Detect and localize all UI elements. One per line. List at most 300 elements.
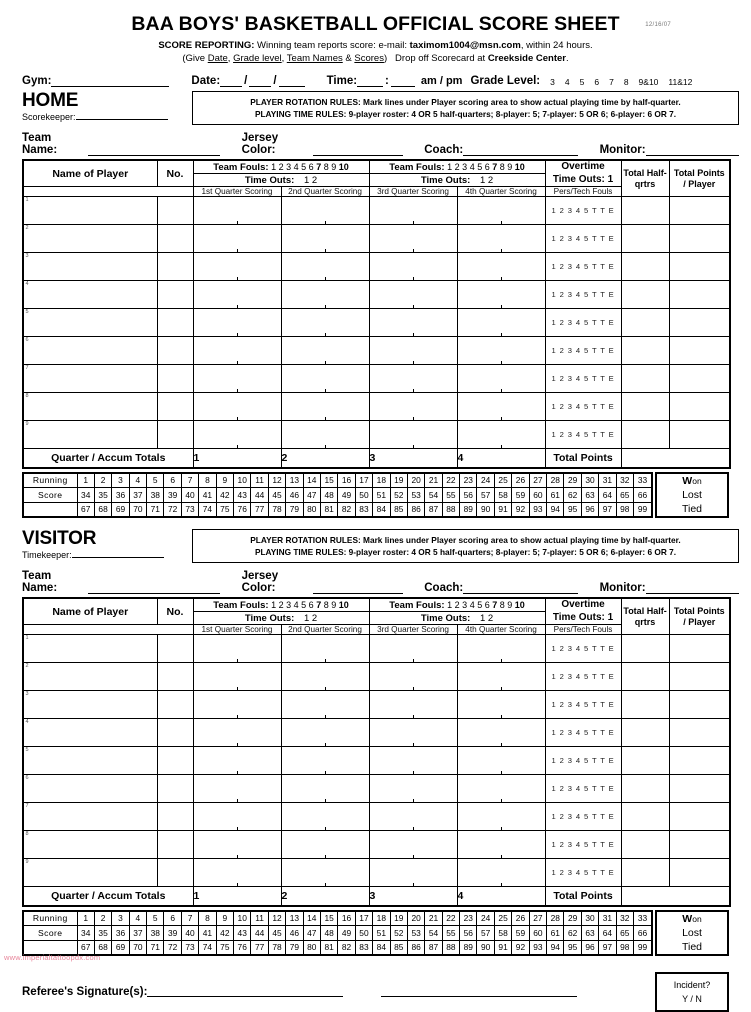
run-cell[interactable]: 79 (286, 940, 303, 955)
visitor-total-points-8[interactable] (669, 831, 730, 859)
visitor-total-points-4[interactable] (669, 719, 730, 747)
home-player-name-6[interactable] (23, 337, 157, 365)
grade-option-11-12[interactable]: 11&12 (668, 77, 693, 88)
home-q2-total[interactable]: 2 (281, 449, 369, 468)
run-cell[interactable]: 62 (564, 925, 581, 940)
run-cell[interactable]: 87 (425, 940, 442, 955)
run-cell[interactable]: 74 (199, 502, 216, 517)
home-q1-score-2[interactable] (193, 225, 281, 253)
home-grand-total-input[interactable] (621, 449, 730, 468)
run-cell[interactable]: 34 (77, 925, 94, 940)
visitor-player-name-1[interactable] (23, 635, 157, 663)
team-fouls-numbers-3[interactable]: 1 2 3 4 5 6 7 8 9 10 (271, 599, 349, 610)
home-timeouts-1st-half[interactable] (193, 174, 369, 187)
run-cell[interactable]: 94 (547, 502, 564, 517)
run-cell[interactable]: 55 (442, 925, 459, 940)
home-q2-score-9[interactable] (281, 421, 369, 449)
run-cell[interactable]: 28 (547, 473, 564, 488)
visitor-pers-tech-fouls-6[interactable]: 1 2 3 4 5 T T E (545, 775, 621, 803)
run-cell[interactable]: 99 (634, 940, 653, 955)
visitor-q4-total[interactable]: 4 (457, 887, 545, 906)
run-cell[interactable]: 84 (373, 940, 390, 955)
run-cell[interactable]: 40 (181, 487, 198, 502)
run-cell[interactable]: 48 (320, 925, 337, 940)
run-cell[interactable]: 91 (494, 502, 511, 517)
visitor-player-no-7[interactable] (157, 803, 193, 831)
visitor-player-no-9[interactable] (157, 859, 193, 887)
run-cell[interactable]: 99 (634, 502, 653, 517)
visitor-pers-tech-fouls-1[interactable]: 1 2 3 4 5 T T E (545, 635, 621, 663)
home-q4-total[interactable]: 4 (457, 449, 545, 468)
visitor-player-no-4[interactable] (157, 719, 193, 747)
run-cell[interactable]: 16 (338, 911, 355, 926)
visitor-player-name-3[interactable] (23, 691, 157, 719)
run-cell[interactable]: 14 (303, 473, 320, 488)
visitor-player-name-7[interactable] (23, 803, 157, 831)
run-cell[interactable]: 70 (129, 940, 146, 955)
visitor-q1-score-6[interactable] (193, 775, 281, 803)
run-cell[interactable]: 80 (303, 940, 320, 955)
run-cell[interactable]: 59 (512, 925, 529, 940)
run-cell[interactable]: 2 (94, 911, 111, 926)
visitor-q2-score-8[interactable] (281, 831, 369, 859)
run-cell[interactable]: 17 (355, 473, 372, 488)
home-q1-score-6[interactable] (193, 337, 281, 365)
run-cell[interactable]: 84 (373, 502, 390, 517)
visitor-q2-score-3[interactable] (281, 691, 369, 719)
visitor-total-halfqtrs-4[interactable] (621, 719, 669, 747)
visitor-q4-score-4[interactable] (457, 719, 545, 747)
visitor-q1-score-3[interactable] (193, 691, 281, 719)
run-cell[interactable]: 49 (338, 487, 355, 502)
run-cell[interactable]: 71 (147, 940, 164, 955)
run-cell[interactable]: 73 (181, 940, 198, 955)
run-cell[interactable]: 95 (564, 940, 581, 955)
run-cell[interactable]: 75 (216, 940, 233, 955)
visitor-player-no-2[interactable] (157, 663, 193, 691)
run-cell[interactable]: 56 (460, 487, 477, 502)
home-player-name-8[interactable] (23, 393, 157, 421)
run-cell[interactable]: 57 (477, 487, 494, 502)
run-cell[interactable]: 15 (320, 911, 337, 926)
run-cell[interactable]: 19 (390, 911, 407, 926)
visitor-total-halfqtrs-7[interactable] (621, 803, 669, 831)
run-cell[interactable]: 35 (94, 487, 111, 502)
run-cell[interactable]: 68 (94, 940, 111, 955)
visitor-q4-score-8[interactable] (457, 831, 545, 859)
run-cell[interactable]: 44 (251, 925, 268, 940)
home-total-points-7[interactable] (669, 365, 730, 393)
run-cell[interactable]: 30 (581, 911, 598, 926)
home-tied-option[interactable]: Tied (681, 502, 703, 515)
home-player-name-2[interactable] (23, 225, 157, 253)
run-cell[interactable]: 5 (147, 473, 164, 488)
home-q4-score-6[interactable] (457, 337, 545, 365)
run-cell[interactable]: 55 (442, 487, 459, 502)
visitor-q2-score-9[interactable] (281, 859, 369, 887)
home-team-name-input[interactable] (88, 155, 220, 156)
visitor-pers-tech-fouls-7[interactable]: 1 2 3 4 5 T T E (545, 803, 621, 831)
run-cell[interactable]: 52 (390, 487, 407, 502)
visitor-total-halfqtrs-2[interactable] (621, 663, 669, 691)
run-cell[interactable]: 90 (477, 502, 494, 517)
home-player-no-5[interactable] (157, 309, 193, 337)
run-cell[interactable]: 77 (251, 502, 268, 517)
run-cell[interactable]: 80 (303, 502, 320, 517)
run-cell[interactable]: 53 (407, 487, 424, 502)
home-total-points-3[interactable] (669, 253, 730, 281)
home-total-halfqtrs-1[interactable] (621, 197, 669, 225)
run-cell[interactable]: 16 (338, 473, 355, 488)
run-cell[interactable]: 21 (425, 911, 442, 926)
run-cell[interactable]: 47 (303, 487, 320, 502)
home-q1-score-4[interactable] (193, 281, 281, 309)
visitor-q3-score-1[interactable] (369, 635, 457, 663)
run-cell[interactable]: 26 (512, 473, 529, 488)
home-jersey-color-input[interactable] (313, 155, 403, 156)
visitor-q4-score-9[interactable] (457, 859, 545, 887)
run-cell[interactable]: 72 (164, 940, 181, 955)
referee-signature-input-2[interactable] (381, 996, 577, 997)
run-cell[interactable]: 96 (581, 940, 598, 955)
run-cell[interactable]: 20 (407, 911, 424, 926)
home-total-halfqtrs-3[interactable] (621, 253, 669, 281)
run-cell[interactable]: 97 (599, 940, 616, 955)
run-cell[interactable]: 64 (599, 487, 616, 502)
run-cell[interactable]: 75 (216, 502, 233, 517)
home-q3-score-9[interactable] (369, 421, 457, 449)
run-cell[interactable]: 50 (355, 487, 372, 502)
grade-option-9-10[interactable]: 9&10 (638, 77, 659, 88)
run-cell[interactable]: 41 (199, 925, 216, 940)
visitor-player-name-2[interactable] (23, 663, 157, 691)
visitor-q4-score-6[interactable] (457, 775, 545, 803)
run-cell[interactable]: 25 (494, 473, 511, 488)
run-cell[interactable]: 85 (390, 940, 407, 955)
run-cell[interactable]: 88 (442, 940, 459, 955)
run-cell[interactable]: 67 (77, 940, 94, 955)
visitor-pers-tech-fouls-5[interactable]: 1 2 3 4 5 T T E (545, 747, 621, 775)
home-q3-total[interactable]: 3 (369, 449, 457, 468)
run-cell[interactable]: 19 (390, 473, 407, 488)
visitor-jersey-color-input[interactable] (313, 593, 403, 594)
home-q2-score-8[interactable] (281, 393, 369, 421)
home-pers-tech-fouls-6[interactable]: 1 2 3 4 5 T T E (545, 337, 621, 365)
home-q2-score-1[interactable] (281, 197, 369, 225)
run-cell[interactable]: 10 (234, 911, 251, 926)
home-q2-score-2[interactable] (281, 225, 369, 253)
incident-yes-no[interactable]: Y / N (682, 993, 702, 1004)
run-cell[interactable]: 36 (112, 925, 129, 940)
visitor-player-no-3[interactable] (157, 691, 193, 719)
visitor-q4-score-5[interactable] (457, 747, 545, 775)
run-cell[interactable]: 63 (581, 487, 598, 502)
time-outs-numbers-3[interactable]: 1 2 (303, 612, 318, 624)
home-player-name-5[interactable] (23, 309, 157, 337)
run-cell[interactable]: 58 (494, 487, 511, 502)
run-cell[interactable]: 76 (234, 940, 251, 955)
visitor-team-name-input[interactable] (88, 593, 220, 594)
home-q3-score-2[interactable] (369, 225, 457, 253)
run-cell[interactable]: 68 (94, 502, 111, 517)
home-player-no-2[interactable] (157, 225, 193, 253)
home-q2-score-6[interactable] (281, 337, 369, 365)
run-cell[interactable]: 27 (529, 473, 546, 488)
run-cell[interactable]: 21 (425, 473, 442, 488)
home-total-points-1[interactable] (669, 197, 730, 225)
home-player-no-4[interactable] (157, 281, 193, 309)
home-total-halfqtrs-7[interactable] (621, 365, 669, 393)
date-day-input[interactable] (249, 86, 271, 87)
timekeeper-input[interactable] (72, 557, 164, 558)
run-cell[interactable]: 60 (529, 925, 546, 940)
run-cell[interactable]: 74 (199, 940, 216, 955)
visitor-q2-score-5[interactable] (281, 747, 369, 775)
team-fouls-numbers-4[interactable]: 1 2 3 4 5 6 7 8 9 10 (447, 599, 525, 610)
run-cell[interactable]: 41 (199, 487, 216, 502)
run-cell[interactable]: 8 (199, 473, 216, 488)
run-cell[interactable]: 27 (529, 911, 546, 926)
home-q3-score-7[interactable] (369, 365, 457, 393)
visitor-player-name-8[interactable] (23, 831, 157, 859)
run-cell[interactable]: 23 (460, 473, 477, 488)
time-minute-input[interactable] (391, 86, 415, 87)
run-cell[interactable]: 93 (529, 502, 546, 517)
visitor-total-points-6[interactable] (669, 775, 730, 803)
run-cell[interactable]: 71 (147, 502, 164, 517)
home-coach-input[interactable] (463, 155, 578, 156)
visitor-q3-score-2[interactable] (369, 663, 457, 691)
visitor-q4-score-3[interactable] (457, 691, 545, 719)
run-cell[interactable]: 23 (460, 911, 477, 926)
home-pers-tech-fouls-1[interactable]: 1 2 3 4 5 T T E (545, 197, 621, 225)
run-cell[interactable]: 35 (94, 925, 111, 940)
home-player-name-1[interactable] (23, 197, 157, 225)
run-cell[interactable]: 40 (181, 925, 198, 940)
run-cell[interactable]: 56 (460, 925, 477, 940)
run-cell[interactable]: 50 (355, 925, 372, 940)
home-total-halfqtrs-6[interactable] (621, 337, 669, 365)
run-cell[interactable]: 37 (129, 925, 146, 940)
time-hour-input[interactable] (357, 86, 383, 87)
home-q4-score-8[interactable] (457, 393, 545, 421)
visitor-timeouts-2nd-half[interactable] (369, 612, 545, 625)
home-total-points-9[interactable] (669, 421, 730, 449)
run-cell[interactable]: 38 (147, 487, 164, 502)
run-cell[interactable]: 1 (77, 473, 94, 488)
run-cell[interactable]: 33 (634, 911, 653, 926)
run-cell[interactable]: 91 (494, 940, 511, 955)
run-cell[interactable]: 65 (616, 925, 633, 940)
home-player-no-6[interactable] (157, 337, 193, 365)
run-cell[interactable]: 87 (425, 502, 442, 517)
run-cell[interactable]: 95 (564, 502, 581, 517)
run-cell[interactable]: 78 (268, 502, 285, 517)
incident-box[interactable] (655, 972, 729, 1012)
grade-option-6[interactable]: 6 (594, 77, 600, 88)
visitor-won-option[interactable]: Won (682, 912, 702, 925)
visitor-q2-score-2[interactable] (281, 663, 369, 691)
visitor-coach-input[interactable] (463, 593, 578, 594)
run-cell[interactable]: 61 (547, 487, 564, 502)
visitor-q1-score-7[interactable] (193, 803, 281, 831)
run-cell[interactable]: 73 (181, 502, 198, 517)
run-cell[interactable]: 92 (512, 502, 529, 517)
run-cell[interactable]: 5 (147, 911, 164, 926)
home-overtime-cell[interactable] (545, 160, 621, 187)
visitor-player-no-8[interactable] (157, 831, 193, 859)
time-outs-numbers-2[interactable]: 1 2 (479, 174, 494, 186)
run-cell[interactable]: 60 (529, 487, 546, 502)
run-cell[interactable]: 24 (477, 911, 494, 926)
run-cell[interactable]: 3 (112, 911, 129, 926)
grade-option-7[interactable]: 7 (609, 77, 614, 88)
home-lost-option[interactable]: Lost (682, 488, 702, 501)
visitor-q1-score-2[interactable] (193, 663, 281, 691)
date-year-input[interactable] (279, 86, 305, 87)
run-cell[interactable]: 81 (320, 502, 337, 517)
run-cell[interactable]: 22 (442, 473, 459, 488)
grade-option-8[interactable]: 8 (623, 77, 629, 88)
run-cell[interactable]: 61 (547, 925, 564, 940)
grade-level-options[interactable] (540, 77, 697, 87)
home-q2-score-5[interactable] (281, 309, 369, 337)
run-cell[interactable]: 9 (216, 911, 233, 926)
run-cell[interactable]: 11 (251, 911, 268, 926)
visitor-total-points-9[interactable] (669, 859, 730, 887)
run-cell[interactable]: 96 (581, 502, 598, 517)
home-player-name-9[interactable] (23, 421, 157, 449)
home-monitor-input[interactable] (646, 155, 739, 156)
run-cell[interactable]: 83 (355, 940, 372, 955)
overtime-timeouts-label[interactable]: Time Outs: 1 (552, 173, 614, 185)
grade-option-4[interactable]: 4 (564, 77, 570, 88)
run-cell[interactable]: 12 (268, 911, 285, 926)
home-total-halfqtrs-8[interactable] (621, 393, 669, 421)
visitor-q4-score-1[interactable] (457, 635, 545, 663)
run-cell[interactable]: 79 (286, 502, 303, 517)
run-cell[interactable]: 64 (599, 925, 616, 940)
visitor-player-no-1[interactable] (157, 635, 193, 663)
run-cell[interactable]: 63 (581, 925, 598, 940)
run-cell[interactable]: 12 (268, 473, 285, 488)
home-player-name-7[interactable] (23, 365, 157, 393)
visitor-total-halfqtrs-8[interactable] (621, 831, 669, 859)
run-cell[interactable]: 36 (112, 487, 129, 502)
run-cell[interactable]: 89 (460, 502, 477, 517)
run-cell[interactable]: 10 (234, 473, 251, 488)
visitor-q1-score-9[interactable] (193, 859, 281, 887)
run-cell[interactable]: 18 (373, 911, 390, 926)
run-cell[interactable]: 43 (234, 487, 251, 502)
run-cell[interactable]: 3 (112, 473, 129, 488)
visitor-overtime-cell[interactable] (545, 598, 621, 625)
home-q3-score-8[interactable] (369, 393, 457, 421)
grade-option-3[interactable]: 3 (550, 77, 555, 88)
home-result-box[interactable] (655, 472, 729, 519)
run-cell[interactable]: 69 (112, 940, 129, 955)
run-cell[interactable]: 18 (373, 473, 390, 488)
home-team-fouls-1st-half[interactable] (193, 160, 369, 174)
run-cell[interactable]: 38 (147, 925, 164, 940)
run-cell[interactable]: 42 (216, 925, 233, 940)
run-cell[interactable]: 30 (581, 473, 598, 488)
team-fouls-numbers[interactable]: 1 2 3 4 5 6 7 8 9 10 (271, 161, 349, 172)
visitor-total-points-7[interactable] (669, 803, 730, 831)
run-cell[interactable]: 37 (129, 487, 146, 502)
run-cell[interactable]: 86 (407, 502, 424, 517)
visitor-pers-tech-fouls-8[interactable]: 1 2 3 4 5 T T E (545, 831, 621, 859)
home-player-no-8[interactable] (157, 393, 193, 421)
visitor-total-halfqtrs-5[interactable] (621, 747, 669, 775)
run-cell[interactable]: 67 (77, 502, 94, 517)
run-cell[interactable]: 43 (234, 925, 251, 940)
run-cell[interactable]: 66 (634, 925, 653, 940)
visitor-pers-tech-fouls-9[interactable]: 1 2 3 4 5 T T E (545, 859, 621, 887)
home-q1-score-1[interactable] (193, 197, 281, 225)
home-total-points-8[interactable] (669, 393, 730, 421)
run-cell[interactable]: 77 (251, 940, 268, 955)
home-total-points-2[interactable] (669, 225, 730, 253)
run-cell[interactable]: 57 (477, 925, 494, 940)
run-cell[interactable]: 82 (338, 502, 355, 517)
home-pers-tech-fouls-9[interactable]: 1 2 3 4 5 T T E (545, 421, 621, 449)
home-total-points-4[interactable] (669, 281, 730, 309)
visitor-player-name-6[interactable] (23, 775, 157, 803)
run-cell[interactable]: 22 (442, 911, 459, 926)
run-cell[interactable]: 9 (216, 473, 233, 488)
run-cell[interactable]: 70 (129, 502, 146, 517)
run-cell[interactable]: 46 (286, 925, 303, 940)
run-cell[interactable]: 46 (286, 487, 303, 502)
run-cell[interactable]: 39 (164, 925, 181, 940)
run-cell[interactable]: 15 (320, 473, 337, 488)
run-cell[interactable]: 25 (494, 911, 511, 926)
home-q4-score-5[interactable] (457, 309, 545, 337)
visitor-pers-tech-fouls-3[interactable]: 1 2 3 4 5 T T E (545, 691, 621, 719)
run-cell[interactable]: 81 (320, 940, 337, 955)
home-q2-score-7[interactable] (281, 365, 369, 393)
home-player-name-3[interactable] (23, 253, 157, 281)
run-cell[interactable]: 44 (251, 487, 268, 502)
run-cell[interactable]: 78 (268, 940, 285, 955)
visitor-q2-score-6[interactable] (281, 775, 369, 803)
visitor-q2-score-4[interactable] (281, 719, 369, 747)
visitor-q3-total[interactable]: 3 (369, 887, 457, 906)
run-cell[interactable]: 51 (373, 487, 390, 502)
visitor-grand-total-input[interactable] (621, 887, 730, 906)
run-cell[interactable]: 28 (547, 911, 564, 926)
visitor-tied-option[interactable]: Tied (681, 940, 703, 953)
home-pers-tech-fouls-3[interactable]: 1 2 3 4 5 T T E (545, 253, 621, 281)
grade-option-5[interactable]: 5 (579, 77, 585, 88)
visitor-q3-score-5[interactable] (369, 747, 457, 775)
visitor-total-points-3[interactable] (669, 691, 730, 719)
referee-signature-input-1[interactable] (147, 996, 343, 997)
run-cell[interactable]: 58 (494, 925, 511, 940)
run-cell[interactable]: 49 (338, 925, 355, 940)
run-cell[interactable]: 1 (77, 911, 94, 926)
run-cell[interactable]: 86 (407, 940, 424, 955)
run-cell[interactable]: 54 (425, 925, 442, 940)
home-pers-tech-fouls-4[interactable]: 1 2 3 4 5 T T E (545, 281, 621, 309)
visitor-q4-score-2[interactable] (457, 663, 545, 691)
run-cell[interactable]: 97 (599, 502, 616, 517)
run-cell[interactable]: 8 (199, 911, 216, 926)
home-player-no-7[interactable] (157, 365, 193, 393)
am-pm-selector[interactable]: am / pm (420, 75, 463, 88)
home-q4-score-1[interactable] (457, 197, 545, 225)
